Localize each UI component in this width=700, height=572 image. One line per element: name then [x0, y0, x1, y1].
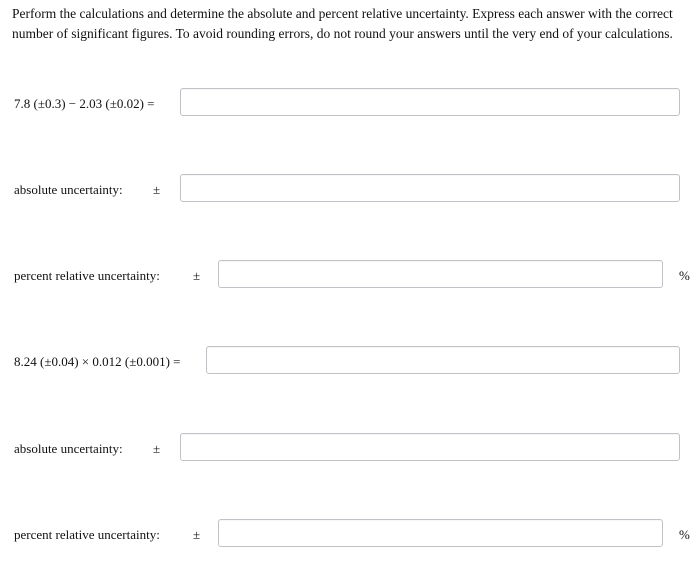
problem-2-percent-label: percent relative uncertainty: [14, 527, 160, 542]
problem-2-expression: 8.24 (±0.04) × 0.012 (±0.001) = [14, 354, 181, 369]
problem-1-absolute-label: absolute uncertainty: [14, 182, 123, 197]
problem-2-percent-unit: % [679, 527, 690, 542]
problem-1-percent-unit: % [679, 268, 690, 283]
instructions-text: Perform the calculations and determine the absolute and percent relative uncertainty. Express each answer with the correct number of significant figures. To avoid rounding errors, do not round your answers until the very end of your calculations. [12, 6, 673, 41]
problem-2-absolute-uncertainty-input[interactable] [180, 433, 680, 461]
problem-1-result-input[interactable] [180, 88, 680, 116]
problem-2-percent-uncertainty-input[interactable] [218, 519, 663, 547]
problem-1-absolute-uncertainty-input[interactable] [180, 174, 680, 202]
problem-2-absolute-plusminus: ± [153, 441, 161, 456]
problem-2-result-input[interactable] [206, 346, 680, 374]
problem-1-expression: 7.8 (±0.3) − 2.03 (±0.02) = [14, 96, 155, 111]
problem-1-percent-label: percent relative uncertainty: [14, 268, 160, 283]
problem-2-percent-plusminus: ± [193, 527, 201, 542]
problem-1-percent-uncertainty-input[interactable] [218, 260, 663, 288]
problem-1-absolute-plusminus: ± [153, 182, 161, 197]
problem-1-percent-plusminus: ± [193, 268, 201, 283]
problem-2-absolute-label: absolute uncertainty: [14, 441, 123, 456]
